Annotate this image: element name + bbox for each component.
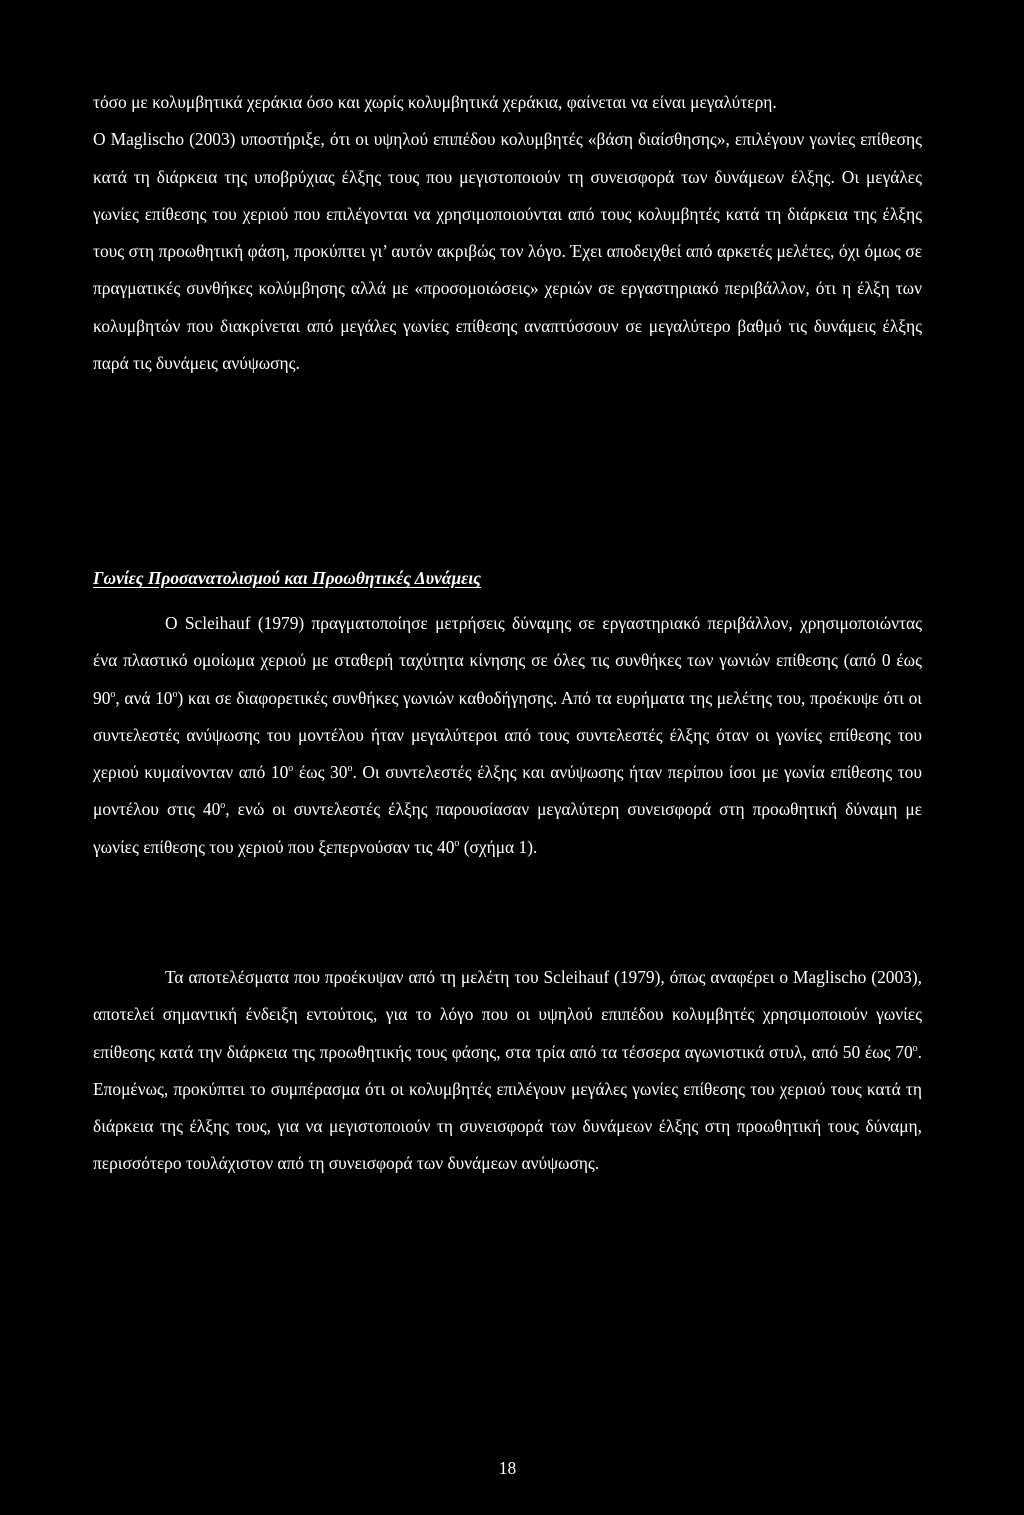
- paragraph-scleihauf: [93, 605, 922, 866]
- p3-text-c: ) και σε διαφορετικές συνθήκες γωνιών καθοδήγησης. Από τα ευρήματα της μελέτης του, προέκυψε ότι οι συντελεστές ανύψωσης του μοντέλου ήταν μεγαλύτεροι από τους συντελεστές έλξης όταν οι γωνίες επίθεσης του χεριού κυμαίνονταν από 10: [93, 687, 922, 783]
- p3-text-g: (σχήμα 1).: [459, 836, 538, 857]
- p4-text-b: . Επομένως, προκύπτει το συμπέρασμα ότι οι κολυμβητές επιλέγουν μεγάλες γωνίες επίθεσης του χεριού τους κατά τη διάρκεια της έλξης τους, για να μεγιστοποιούν τη συνεισφορά των δυνάμεων έλξης στη προωθητική τους δύναμη, περισσότερο τουλάχιστον από τη συνεισφορά των δυνάμεων ανύψωσης.: [93, 1041, 922, 1174]
- section-heading: Γωνίες Προσανατολισμού και Προωθητικές Δυνάμεις: [93, 568, 481, 588]
- degree-sup: o: [220, 800, 226, 812]
- degree-sup: o: [347, 763, 353, 775]
- p3-text-d: έως 30: [293, 762, 348, 783]
- p3-text-e: . Οι συντελεστές έλξης και ανύψωσης ήταν περίπου ίσοι με γωνία επίθεσης του μοντέλου στις 40: [93, 762, 922, 820]
- degree-sup: o: [110, 688, 116, 700]
- degree-sup: o: [172, 688, 178, 700]
- paragraph-continuation: [93, 84, 922, 382]
- degree-sup: o: [912, 1042, 918, 1054]
- p3-text-f: , ενώ οι συντελεστές έλξης παρουσίασαν μεγαλύτερη συνεισφορά στη προωθητική δύναμη με γωνίες επίθεσης του χεριού που ξεπερνούσαν τις 40: [93, 799, 922, 857]
- page-number: 18: [498, 1458, 517, 1478]
- degree-sup: o: [454, 837, 460, 849]
- p4-text-a: Τα αποτελέσματα που προέκυψαν από τη μελέτη του Scleihauf (1979), όπως αναφέρει ο Maglischo (2003), αποτελεί σημαντική ένδειξη εντούτοις, για το λόγο που οι υψηλού επιπέδου κολυμβητές χρησιμοποιούν γωνίες επίθεσης κατά την διάρκεια της προωθητικής τους φάσης, στα τρία από τα τέσσερα αγωνιστικά στυλ, από 50 έως 70: [93, 967, 922, 1062]
- degree-sup: o: [288, 763, 294, 775]
- p3-text-b: , ανά 10: [115, 687, 173, 708]
- p3-text-a: Ο Scleihauf (1979) πραγματοποίησε μετρήσεις δύναμης σε εργαστηριακό περιβάλλον, χρησιμοποιώντας ένα πλαστικό ομοίωμα χεριού με σταθερή ταχύτητα κίνησης σε όλες τις συνθήκες των γωνιών επίθεσης (από 0 έως 90: [93, 613, 922, 708]
- paragraph-results: [93, 959, 922, 1183]
- paragraph-maglischo: Ο Maglischo (2003) υποστήριξε, ότι οι υψηλού επιπέδου κολυμβητές «βάση διαίσθησης», επιλέγουν γωνίες επίθεσης κατά τη διάρκεια της υποβρύχιας έλξης τους που μεγιστοποιούν τη συνεισφορά των δυνάμεων έλξης. Οι μεγάλες γωνίες επίθεσης του χεριού που επιλέγονται να χρησιμοποιούνται από τους κολυμβητές κατά τη διάρκεια της έλξης τους στη προωθητική φάση, προκύπτει γι’ αυτόν ακριβώς τον λόγο. Έχει αποδειχθεί από αρκετές μελέτες, όχι όμως σε πραγματικές συνθήκες κολύμβησης αλλά με «προσομοιώσεις» χεριών σε εργαστηριακό περιβάλλον, ότι η έλξη των κολυμβητών που διακρίνεται από μεγάλες γωνίες επίθεσης αναπτύσσουν σε μεγαλύτερο βαθμό τις δυνάμεις έλξης παρά τις δυνάμεις ανύψωσης.: [93, 129, 922, 374]
- paragraph-continuation-text: τόσο με κολυμβητικά χεράκια όσο και χωρίς κολυμβητικά χεράκια, φαίνεται να είναι μεγαλύτερη.: [93, 92, 777, 112]
- document-page: [93, 0, 922, 1515]
